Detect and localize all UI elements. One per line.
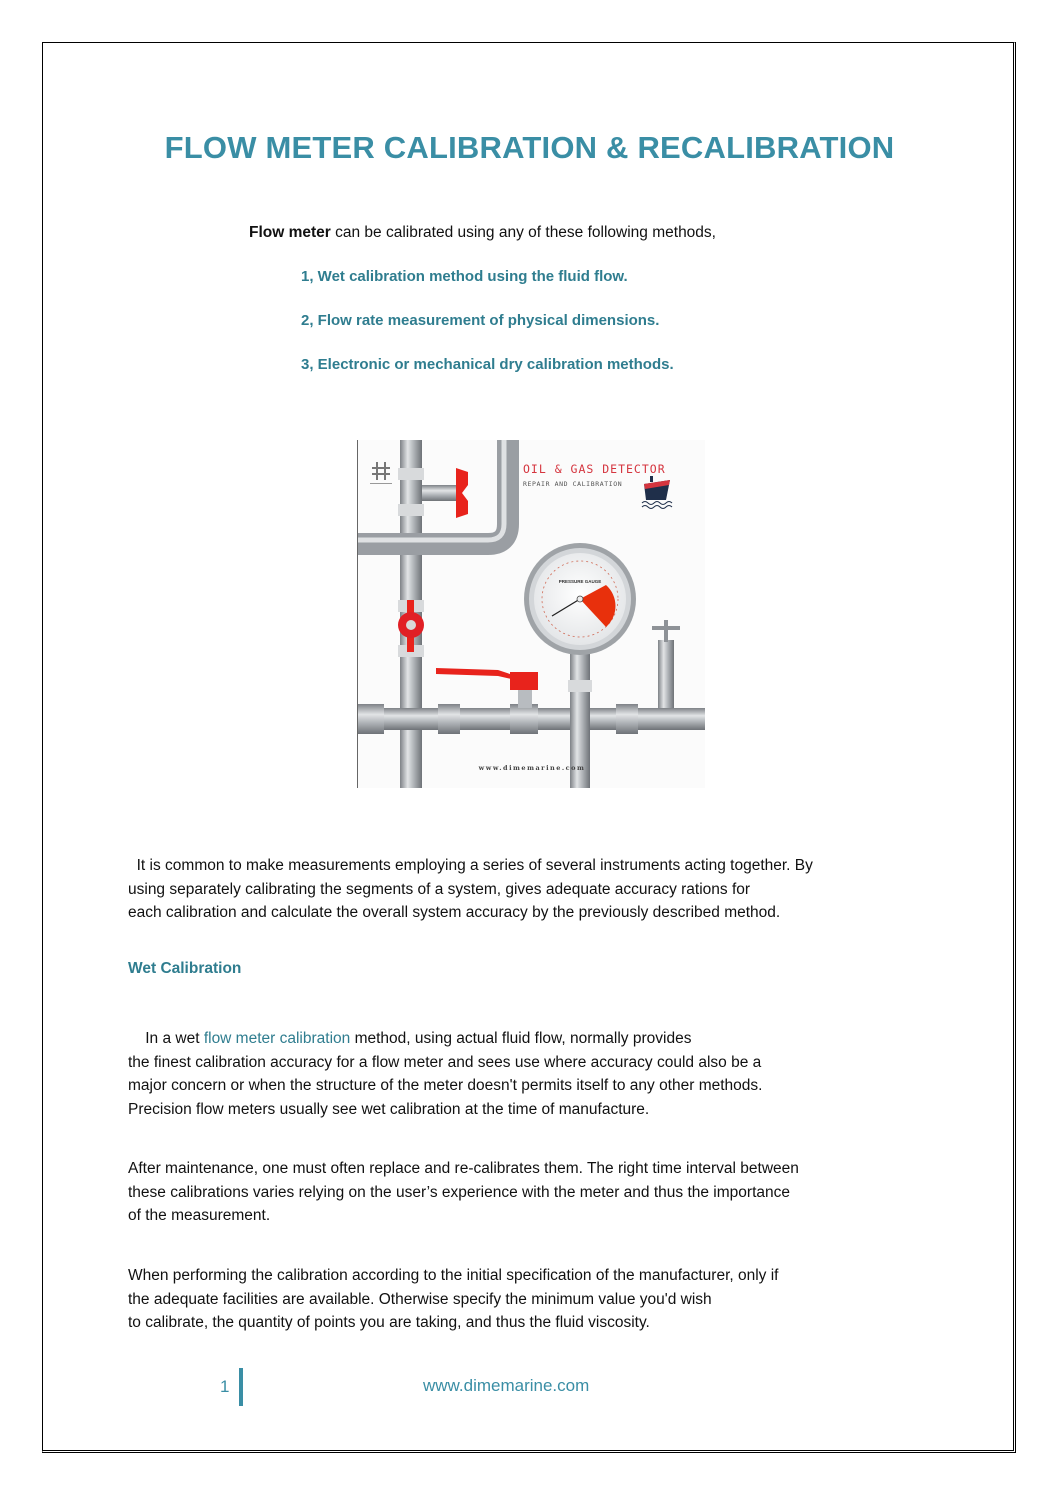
pressure-gauge-icon <box>524 543 636 655</box>
page-title: FLOW METER CALIBRATION & RECALIBRATION <box>164 130 895 165</box>
svg-text:www.dimemarine.com: www.dimemarine.com <box>478 764 586 772</box>
svg-text:PRESSURE GAUGE: PRESSURE GAUGE <box>558 579 602 584</box>
method-item-1: 1, Wet calibration method using the fluid flow. <box>301 268 628 285</box>
svg-text:REPAIR AND CALIBRATION: REPAIR AND CALIBRATION <box>523 480 623 488</box>
flow-meter-calibration-link[interactable]: flow meter calibration <box>203 1030 351 1047</box>
footer-divider <box>239 1368 243 1406</box>
paragraph-wet-calibration: In a wet flow meter calibration method, using actual fluid flow, normally provides the finest calibration accuracy for a flow meter and sees use where accuracy could also be a major concern or when the structure of the meter doesn't permits itself to any other methods. Precision flow meters usually see wet calibration at the time of manufacture. <box>128 1030 763 1118</box>
svg-text:OIL & GAS DETECTOR: OIL & GAS DETECTOR <box>523 462 666 476</box>
paragraph-procedure: When performing the calibration according to the initial specification of the manufacturer, only if the adequate facilities are available. Otherwise specify the minimum value you'd wish to calibrate, the quantity of points you are taking, and thus the fluid viscosity. <box>128 1267 779 1331</box>
paragraph-maintenance: After maintenance, one must often replace and re-calibrates them. The right time interval between these calibrations varies relying on the user’s experience with the meter and thus the importance of the measurement. <box>128 1160 799 1224</box>
method-item-2: 2, Flow rate measurement of physical dimensions. <box>301 312 660 329</box>
section-heading-wet-calibration: Wet Calibration <box>128 960 242 977</box>
logo-icon <box>370 462 392 484</box>
page-number: 1 <box>220 1377 230 1396</box>
paragraph-intro: It is common to make measurements employing a series of several instruments acting together. By using separately calibrating the segments of a system, gives adequate accuracy rations for each calibration and calculate the overall system accuracy by the previously described method. <box>128 857 813 921</box>
intro-bold-term: Flow meter <box>249 224 331 241</box>
ship-icon <box>642 476 672 509</box>
footer-url-link[interactable]: www.dimemarine.com <box>423 1376 590 1395</box>
intro-rest: can be calibrated using any of these following methods, <box>330 224 716 241</box>
method-item-3: 3, Electronic or mechanical dry calibration methods. <box>301 356 674 373</box>
pipes-illustration <box>357 440 705 788</box>
intro-sentence <box>249 224 716 242</box>
